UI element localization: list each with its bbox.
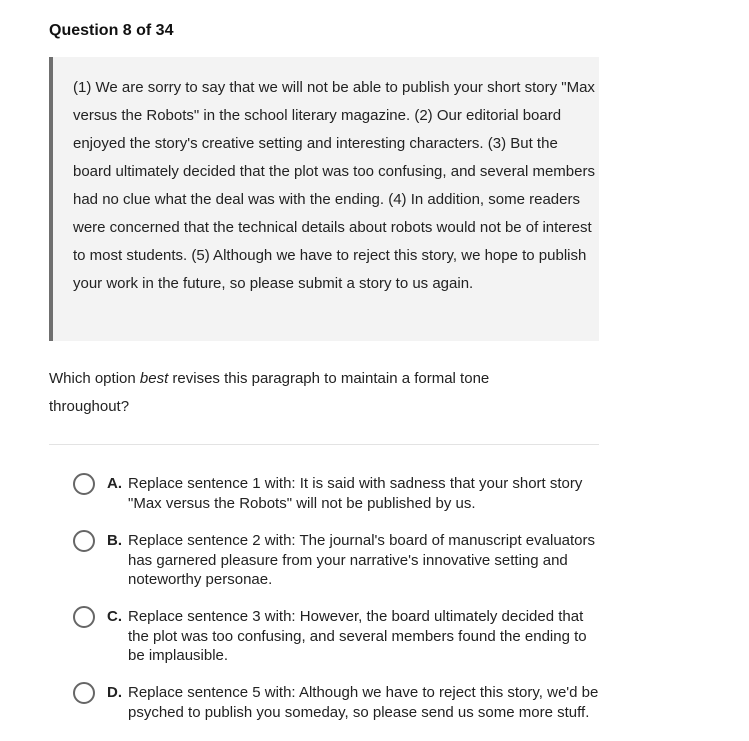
option-text: Replace sentence 1 with: It is said with sadness that your short story "Max versus the Robots" will not be published by us. <box>128 475 583 512</box>
option-text: Replace sentence 2 with: The journal's board of manuscript evaluators has garnered pleasure from your narrative's innovative setting and noteworthy personae. <box>128 532 596 588</box>
option-c[interactable] <box>73 607 603 666</box>
prompt-text: revises this paragraph to maintain a formal tone throughout? <box>49 370 490 415</box>
radio-button[interactable] <box>73 682 95 704</box>
question-counter: Question 8 of 34 <box>49 22 174 39</box>
option-d[interactable] <box>73 683 603 722</box>
radio-button[interactable] <box>73 530 95 552</box>
option-letter: D. <box>107 684 122 701</box>
question-prompt <box>49 365 549 421</box>
option-letter: A. <box>107 475 122 492</box>
divider <box>49 444 599 445</box>
option-text: Replace sentence 3 with: However, the board ultimately decided that the plot was too confusing, and several members found the ending to be implausible. <box>128 608 587 664</box>
option-letter: B. <box>107 532 122 549</box>
option-text: Replace sentence 5 with: Although we have to reject this story, we'd be psyched to publish you someday, so please send us some more stuff. <box>128 684 599 721</box>
option-a[interactable] <box>73 474 603 513</box>
prompt-text: Which option <box>49 370 140 387</box>
radio-button[interactable] <box>73 606 95 628</box>
option-letter: C. <box>107 608 122 625</box>
radio-button[interactable] <box>73 473 95 495</box>
passage: (1) We are sorry to say that we will not be able to publish your short story "Max versus the Robots" in the school literary magazine. (2) Our editorial board enjoyed the story's creative setting and interesting characters. (3) But the board ultimately decided that the plot was too confusing, and several members had no clue what the deal was with the ending. (4) In addition, some readers were concerned that the technical details about robots would not be of interest to most students. (5) Although we have to reject this story, we hope to publish your work in the future, so please submit a story to us again. <box>49 57 599 341</box>
prompt-emphasis: best <box>139 370 169 387</box>
option-b[interactable] <box>73 531 603 590</box>
